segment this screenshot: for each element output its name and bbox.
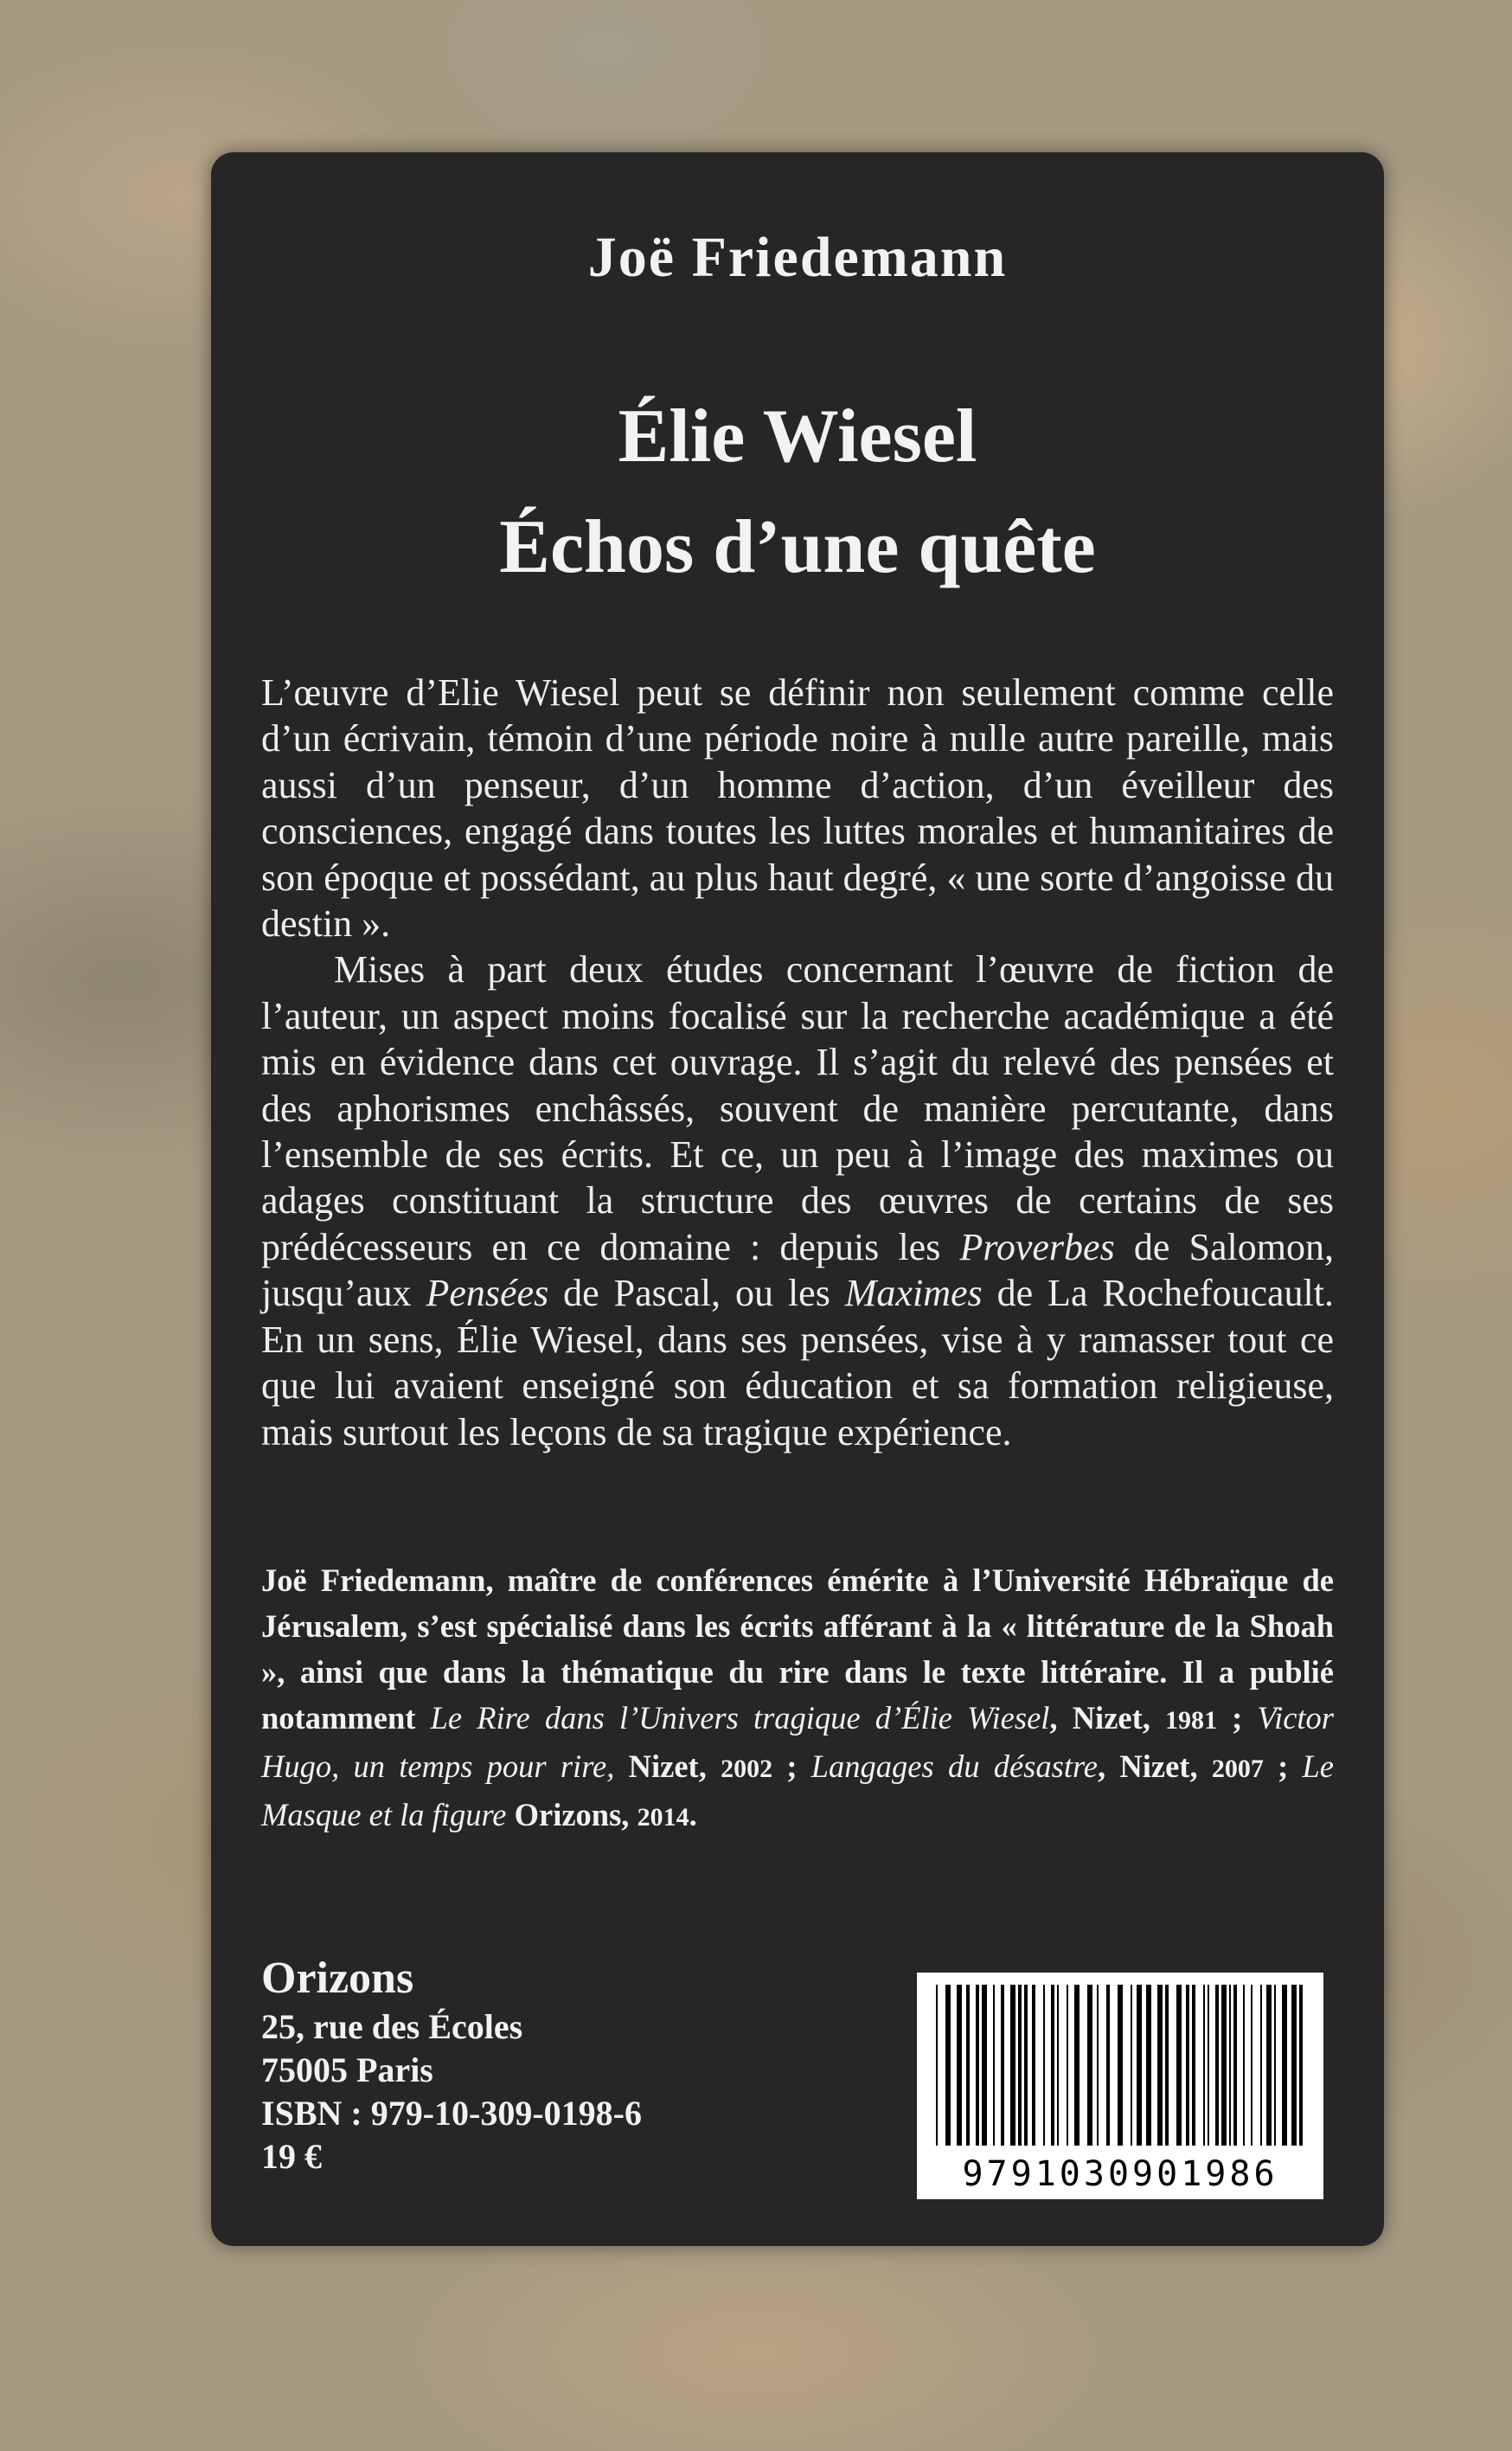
barcode-bar: [1203, 1985, 1205, 2146]
isbn-number: ISBN : 979-10-309-0198-6: [261, 2094, 642, 2133]
barcode-bar: [1192, 1985, 1195, 2146]
blurb-paragraph-2: [261, 946, 1334, 1454]
bio-text: ;: [1217, 1700, 1258, 1736]
barcode-bar: [1282, 1985, 1287, 2146]
author-bio: [261, 1557, 1334, 1840]
barcode-bar: [1243, 1985, 1245, 2146]
barcode-bar: [1299, 1985, 1303, 2146]
book-reference: Maximes: [844, 1272, 983, 1315]
barcode-bar: [1067, 1985, 1068, 2146]
blurb-text: de Pascal, ou les: [548, 1272, 845, 1315]
publication-year: 2002: [721, 1755, 773, 1783]
publication-title: Victor Hugo, un temps pour rire,: [261, 1700, 1335, 1784]
barcode-bar: [1291, 1985, 1297, 2146]
bio-text: , Nizet,: [1049, 1700, 1166, 1736]
barcode-bar: [982, 1985, 987, 2146]
blurb-text: Mises à part deux études concernant l’œuvre de fiction de l’auteur, un aspect moins focalisé sur la recherche académique a été mis en évidence dans cet ouvrage. Il s’agit du relevé des pensées et des aphorismes enchâssés, souvent de manière percutante, dans l’ensemble de ses écrits. Et ce, un peu à l’image des maximes ou adages constituant la structure des œuvres de certains de ses prédécesseurs en ce domaine : depuis les: [261, 948, 1334, 1268]
book-title-line-2: Échos d’une quête: [499, 505, 1096, 589]
barcode-bar: [1057, 1985, 1059, 2146]
back-cover-panel: [211, 152, 1384, 2246]
publisher-address-street: 25, rue des Écoles: [261, 2007, 523, 2046]
barcode-bar: [1208, 1985, 1209, 2146]
barcode-bar: [1274, 1985, 1276, 2146]
barcode-bar: [1074, 1985, 1080, 2146]
barcode-bar: [1186, 1985, 1189, 2146]
author-name: Joë Friedemann: [587, 226, 1008, 289]
bio-text: .: [689, 1797, 697, 1832]
book-blurb: [261, 670, 1334, 1455]
barcode-bar: [1229, 1985, 1231, 2146]
publisher-address-city: 75005 Paris: [261, 2050, 433, 2089]
barcode-bar: [966, 1985, 970, 2146]
bio-text: ;: [772, 1748, 811, 1784]
barcode-bar: [1165, 1985, 1169, 2146]
barcode-bar: [976, 1985, 979, 2146]
barcode-bar: [1131, 1985, 1132, 2146]
publication-year: 2014: [637, 1803, 689, 1832]
blurb-paragraph-1: L’œuvre d’Elie Wiesel peut se définir non seulement comme celle d’un écrivain, témoin d’une période noire à nulle autre pareille, mais aussi d’un penseur, d’un homme d’action, d’un éveilleur des consciences, engagé dans toutes les luttes morales et humanitaires de son époque et possédant, au plus haut degré, « une sorte d’angoisse du destin ».: [261, 671, 1334, 946]
barcode-bar: [1010, 1985, 1015, 2146]
barcode-bar: [1157, 1985, 1163, 2146]
barcode-bar: [1032, 1985, 1035, 2146]
barcode-bar: [1137, 1985, 1142, 2146]
publisher-name: Orizons: [261, 1954, 414, 2003]
barcode-bar: [1024, 1985, 1028, 2146]
book-reference: Proverbes: [959, 1225, 1115, 1268]
barcode-digits: 9791030901986: [962, 2154, 1278, 2194]
bio-text: Joë Friedemann, maître de conférences émérite à l’Université Hébraïque de Jérusalem, s’est spécialisé dans les écrits afférant à la « littérature de la Shoah », ainsi que dans la thématique du rire dans le texte littéraire. Il a publié notamment: [261, 1562, 1334, 1736]
barcode-bar: [936, 1985, 938, 2146]
bio-text: , Nizet,: [1098, 1748, 1212, 1784]
bio-text: Orizons,: [506, 1797, 637, 1832]
barcode-bar: [1087, 1985, 1092, 2146]
publication-title: Le Rire dans l’Univers tragique d’Élie Wiesel: [430, 1700, 1050, 1736]
book-title-line-1: Élie Wiesel: [618, 395, 977, 478]
barcode-bar: [1233, 1985, 1237, 2146]
barcode-bar: [1043, 1985, 1045, 2146]
barcode-bar: [945, 1985, 951, 2146]
barcode-bar: [1221, 1985, 1227, 2146]
price: 19 €: [261, 2137, 322, 2176]
barcode-bar: [1097, 1985, 1099, 2146]
barcode-bar: [1051, 1985, 1054, 2146]
barcode-bars: [917, 1973, 1323, 2154]
barcode-bar: [1118, 1985, 1123, 2146]
barcode-bar: [957, 1985, 962, 2146]
bio-text: Nizet,: [614, 1748, 721, 1784]
book-reference: Pensées: [426, 1272, 549, 1315]
barcode-bar: [1260, 1985, 1262, 2146]
blurb-text: de La Rochefoucault. En un sens, Élie Wiesel, dans ses pensées, vise à y ramasser tout ce que lui avaient enseigné son éducation et sa formation religieuse, mais surtout les leçons de sa tragique expérience.: [261, 1272, 1334, 1453]
barcode-bar: [1018, 1985, 1022, 2146]
publication-year: 1981: [1165, 1706, 1218, 1735]
bio-text: ;: [1263, 1748, 1303, 1784]
publication-title: Le Masque et la figure: [261, 1748, 1334, 1832]
blurb-text: de Salomon, jusqu’aux: [261, 1225, 1334, 1315]
publisher-info: [261, 1952, 642, 2178]
barcode-bar: [993, 1985, 995, 2146]
barcode-bar: [1106, 1985, 1110, 2146]
barcode-bar: [1251, 1985, 1253, 2146]
barcode-bar: [1266, 1985, 1272, 2146]
barcode-bar: [1176, 1985, 1182, 2146]
publication-year: 2007: [1211, 1755, 1264, 1783]
barcode-bar: [1215, 1985, 1219, 2146]
barcode-bar: [1001, 1985, 1004, 2146]
isbn-barcode: [917, 1973, 1323, 2199]
barcode-bar: [1146, 1985, 1151, 2146]
publication-title: Langages du désastre: [810, 1748, 1099, 1784]
